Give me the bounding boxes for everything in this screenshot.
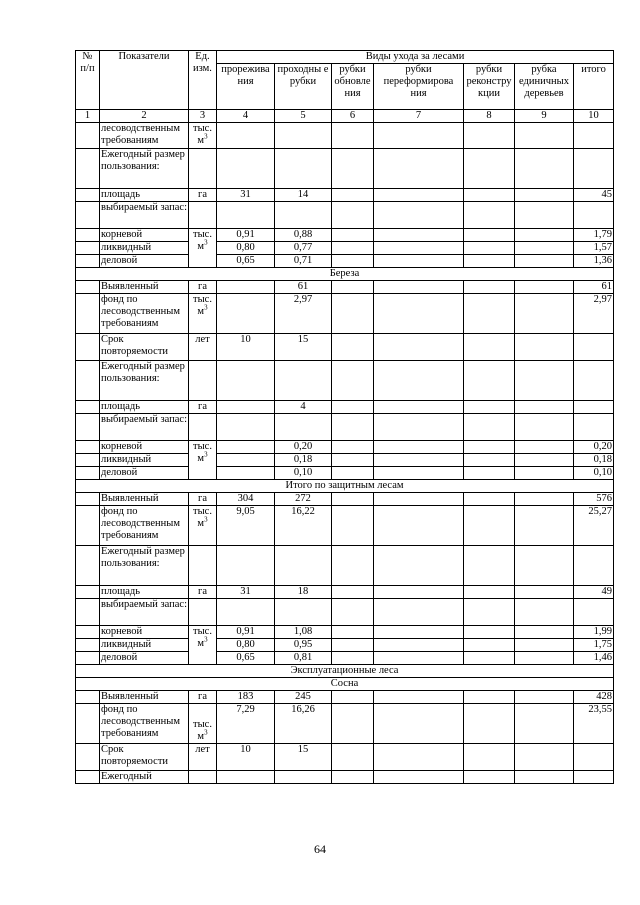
header-thinning: прорежива ния	[217, 64, 275, 110]
total-cell: 0,10	[574, 467, 614, 480]
row-label: фонд по лесоводственным требованиям	[100, 506, 189, 546]
row-label: Выявленный	[100, 691, 189, 704]
unit-cell: лет	[189, 334, 217, 361]
value-cell: 0,91	[217, 229, 275, 242]
row-label: выбираемый запас:	[100, 202, 189, 229]
value-cell: 272	[275, 493, 332, 506]
col-number: 10	[574, 110, 614, 123]
row-label: корневой	[100, 441, 189, 454]
row-label: Ежегодный размер пользования:	[100, 149, 189, 189]
total-cell: 1,99	[574, 626, 614, 639]
row-label: фонд по лесоводственным требованиям	[100, 294, 189, 334]
row-label: корневой	[100, 626, 189, 639]
total-cell: 1,79	[574, 229, 614, 242]
header-total: итого	[574, 64, 614, 110]
col-number: 9	[515, 110, 574, 123]
value-cell: 245	[275, 691, 332, 704]
value-cell: 0,77	[275, 242, 332, 255]
col-number: 8	[464, 110, 515, 123]
value-cell: 2,97	[275, 294, 332, 334]
unit-cell: лет	[189, 744, 217, 771]
col-number: 4	[217, 110, 275, 123]
total-cell: 61	[574, 281, 614, 294]
row-label: Ежегодный	[100, 771, 189, 784]
row-label: деловой	[100, 255, 189, 268]
value-cell: 0,65	[217, 255, 275, 268]
value-cell: 0,88	[275, 229, 332, 242]
row-label: Срок повторяемости	[100, 334, 189, 361]
value-cell: 0,80	[217, 639, 275, 652]
section-subtitle: Сосна	[76, 678, 614, 691]
total-cell: 1,46	[574, 652, 614, 665]
unit-cell: га	[189, 281, 217, 294]
value-cell: 16,22	[275, 506, 332, 546]
row-label: ликвидный	[100, 454, 189, 467]
section-title: Итого по защитным лесам	[76, 480, 614, 493]
unit-cell: тыс. $м^3$	[189, 704, 217, 744]
value-cell: 0,10	[275, 467, 332, 480]
total-cell: 428	[574, 691, 614, 704]
row-label: Выявленный	[100, 281, 189, 294]
header-group: Виды ухода за лесами	[217, 51, 614, 64]
value-cell: 0,81	[275, 652, 332, 665]
value-cell: 9,05	[217, 506, 275, 546]
value-cell: 61	[275, 281, 332, 294]
total-cell: 1,36	[574, 255, 614, 268]
value-cell: 304	[217, 493, 275, 506]
value-cell: 16,26	[275, 704, 332, 744]
header-passage-cutting: проходны е рубки	[275, 64, 332, 110]
col-number: 6	[332, 110, 374, 123]
col-number: 1	[76, 110, 100, 123]
row-label: Ежегодный размер пользования:	[100, 546, 189, 586]
header-num: № п/п	[76, 51, 100, 110]
total-cell: 1,57	[574, 242, 614, 255]
total-cell: 576	[574, 493, 614, 506]
header-indicators: Показатели	[100, 51, 189, 110]
value-cell: 10	[217, 744, 275, 771]
value-cell: 0,71	[275, 255, 332, 268]
unit-cell: тыс. $м^3$	[189, 123, 217, 149]
value-cell: 0,95	[275, 639, 332, 652]
unit-cell: га	[189, 691, 217, 704]
row-label: площадь	[100, 401, 189, 414]
header-reform-cutting: рубки переформирова ния	[374, 64, 464, 110]
value-cell: 10	[217, 334, 275, 361]
value-cell: 0,65	[217, 652, 275, 665]
row-label: Срок повторяемости	[100, 744, 189, 771]
unit-cell: га	[189, 401, 217, 414]
value-cell: 15	[275, 744, 332, 771]
col-number: 3	[189, 110, 217, 123]
unit-cell: га	[189, 189, 217, 202]
total-cell: 49	[574, 586, 614, 599]
unit-cell: га	[189, 493, 217, 506]
col-number: 5	[275, 110, 332, 123]
row-label: площадь	[100, 189, 189, 202]
row-label: деловой	[100, 652, 189, 665]
row-label: фонд по лесоводственным требованиям	[100, 704, 189, 744]
col-number: 7	[374, 110, 464, 123]
row-label: корневой	[100, 229, 189, 242]
value-cell: 0,20	[275, 441, 332, 454]
value-cell: 7,29	[217, 704, 275, 744]
value-cell: 4	[275, 401, 332, 414]
unit-cell: га	[189, 586, 217, 599]
unit-cell: тыс. $м^3$	[189, 441, 217, 480]
forest-care-table	[75, 50, 614, 784]
total-cell: 1,75	[574, 639, 614, 652]
value-cell: 0,91	[217, 626, 275, 639]
header-renewal-cutting: рубки обновле ния	[332, 64, 374, 110]
section-title: Эксплуатационные леса	[76, 665, 614, 678]
row-label: ликвидный	[100, 242, 189, 255]
unit-cell: тыс. $м^3$	[189, 626, 217, 665]
row-label: деловой	[100, 467, 189, 480]
value-cell: 18	[275, 586, 332, 599]
unit-cell: тыс. $м^3$	[189, 506, 217, 546]
page-number: 64	[314, 842, 326, 856]
header-unit: Ед. изм.	[189, 51, 217, 110]
section-title: Береза	[76, 268, 614, 281]
total-cell: 45	[574, 189, 614, 202]
unit-cell: тыс. $м^3$	[189, 229, 217, 268]
header-single-tree-cutting: рубка единичных деревьев	[515, 64, 574, 110]
value-cell: 31	[217, 189, 275, 202]
value-cell: 31	[217, 586, 275, 599]
row-label: выбираемый запас:	[100, 599, 189, 626]
row-label: Выявленный	[100, 493, 189, 506]
total-cell: 2,97	[574, 294, 614, 334]
row-label: площадь	[100, 586, 189, 599]
col-number: 2	[100, 110, 189, 123]
value-cell: 0,18	[275, 454, 332, 467]
value-cell: 15	[275, 334, 332, 361]
row-label: лесоводственным требованиям	[100, 123, 189, 149]
total-cell: 23,55	[574, 704, 614, 744]
value-cell: 14	[275, 189, 332, 202]
row-label: выбираемый запас:	[100, 414, 189, 441]
total-cell: 0,20	[574, 441, 614, 454]
row-label: Ежегодный размер пользования:	[100, 361, 189, 401]
value-cell: 0,80	[217, 242, 275, 255]
row-label: ликвидный	[100, 639, 189, 652]
total-cell: 0,18	[574, 454, 614, 467]
value-cell: 183	[217, 691, 275, 704]
value-cell: 1,08	[275, 626, 332, 639]
unit-cell: тыс. $м^3$	[189, 294, 217, 334]
total-cell: 25,27	[574, 506, 614, 546]
header-reconstruction-cutting: рубки реконстру кции	[464, 64, 515, 110]
